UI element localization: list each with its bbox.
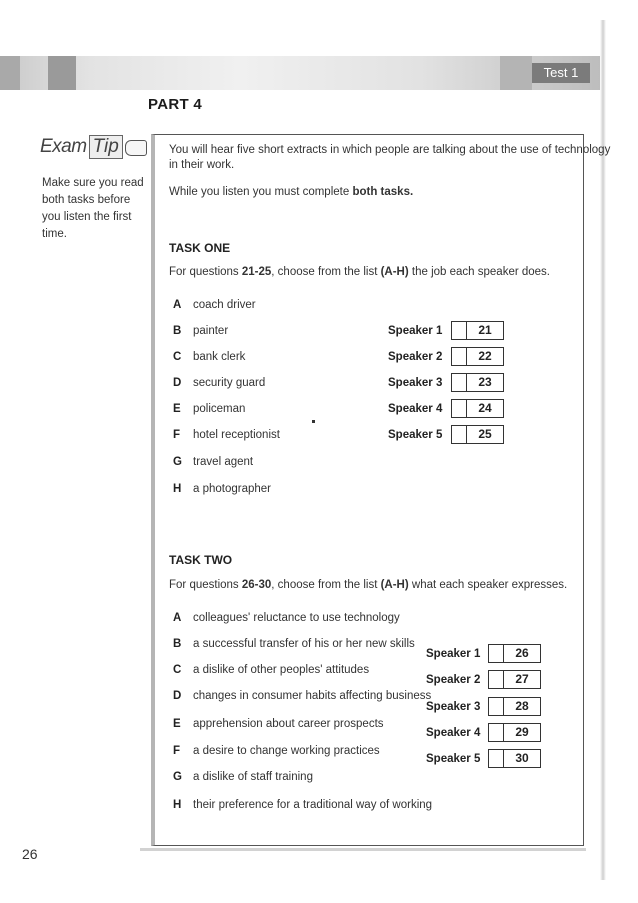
question-number: 28 <box>503 698 540 715</box>
speaker-label: Speaker 2 <box>426 674 481 686</box>
question-number: 23 <box>466 374 503 391</box>
exam-tip-line: both tasks before <box>42 194 131 206</box>
option-text: changes in consumer habits affecting business <box>193 690 432 702</box>
intro-line: in their work. <box>169 159 235 171</box>
answer-box-26[interactable] <box>488 644 541 663</box>
speaker-label: Speaker 5 <box>426 753 481 765</box>
option-text: hotel receptionist <box>193 429 280 441</box>
option-text: coach driver <box>193 299 256 311</box>
page-number: 26 <box>22 846 38 862</box>
option-letter: E <box>173 718 181 730</box>
speaker-label: Speaker 3 <box>388 377 443 389</box>
option-text: apprehension about career prospects <box>193 718 384 730</box>
test-tab: Test 1 <box>532 63 590 83</box>
exam-tip-text <box>42 175 150 243</box>
answer-box-30[interactable] <box>488 749 541 768</box>
option-letter: D <box>173 377 182 389</box>
speaker-label: Speaker 1 <box>426 648 481 660</box>
option-text: colleagues' reluctance to use technology <box>193 612 400 624</box>
option-letter: F <box>173 429 181 441</box>
answer-box-29[interactable] <box>488 723 541 742</box>
answer-box-25[interactable] <box>451 425 504 444</box>
answer-box-24[interactable] <box>451 399 504 418</box>
option-letter: C <box>173 351 182 363</box>
answer-box-28[interactable] <box>488 697 541 716</box>
speaker-label: Speaker 5 <box>388 429 443 441</box>
speaker-label: Speaker 1 <box>388 325 443 337</box>
intro-line: You will hear five short extracts in which people are talking about the use of technology <box>169 144 611 156</box>
option-letter: A <box>173 612 182 624</box>
task-one-question: For questions 21-25, choose from the list (A-H) the job each speaker does. <box>169 266 550 278</box>
question-number: 29 <box>503 724 540 741</box>
question-number: 21 <box>466 322 503 339</box>
exam-tip-line: time. <box>42 228 67 240</box>
option-letter: G <box>173 456 182 468</box>
option-text: security guard <box>193 377 266 389</box>
option-letter: D <box>173 690 182 702</box>
task-box <box>151 134 611 846</box>
question-number: 30 <box>503 750 540 767</box>
task-one-title: TASK ONE <box>169 241 231 255</box>
option-text: bank clerk <box>193 351 246 363</box>
option-letter: E <box>173 403 181 415</box>
answer-box-22[interactable] <box>451 347 504 366</box>
task-two-title: TASK TWO <box>169 553 233 567</box>
option-text: a photographer <box>193 483 272 495</box>
option-letter: B <box>173 638 182 650</box>
question-number: 27 <box>503 671 540 688</box>
answer-box-27[interactable] <box>488 670 541 689</box>
option-text: their preference for a traditional way of working <box>193 799 433 811</box>
option-text: a successful transfer of his or her new skills <box>193 638 415 650</box>
answer-box-21[interactable] <box>451 321 504 340</box>
option-text: painter <box>193 325 229 337</box>
option-letter: H <box>173 799 182 811</box>
exam-tip-line: you listen the first <box>42 211 132 223</box>
option-text: a dislike of other peoples' attitudes <box>193 664 370 676</box>
option-letter: B <box>173 325 182 337</box>
option-letter: F <box>173 745 181 757</box>
option-letter: H <box>173 483 182 495</box>
print-speck <box>312 420 315 423</box>
exam-tip-word1: Exam <box>40 136 87 157</box>
option-text: travel agent <box>193 456 254 468</box>
intro-instruction: While you listen you must complete both tasks. <box>169 186 414 198</box>
speaker-label: Speaker 4 <box>388 403 443 415</box>
exam-tip-logo <box>40 135 147 159</box>
speaker-label: Speaker 2 <box>388 351 443 363</box>
exam-tip-line: Make sure you read <box>42 177 144 189</box>
speaker-label: Speaker 4 <box>426 727 481 739</box>
question-number: 24 <box>466 400 503 417</box>
exam-tip-word2: Tip <box>89 135 123 159</box>
option-letter: C <box>173 664 182 676</box>
footer-rule <box>140 848 586 851</box>
option-letter: G <box>173 771 182 783</box>
answer-box-23[interactable] <box>451 373 504 392</box>
option-letter: A <box>173 299 182 311</box>
option-text: a dislike of staff training <box>193 771 313 783</box>
speaker-label: Speaker 3 <box>426 701 481 713</box>
option-text: a desire to change working practices <box>193 745 380 757</box>
header-band <box>0 56 600 90</box>
option-text: policeman <box>193 403 246 415</box>
task-two-question: For questions 26-30, choose from the list (A-H) what each speaker expresses. <box>169 579 568 591</box>
question-number: 22 <box>466 348 503 365</box>
question-number: 26 <box>503 645 540 662</box>
question-number: 25 <box>466 426 503 443</box>
part-title: PART 4 <box>148 96 203 113</box>
pointing-hand-icon <box>125 140 147 156</box>
